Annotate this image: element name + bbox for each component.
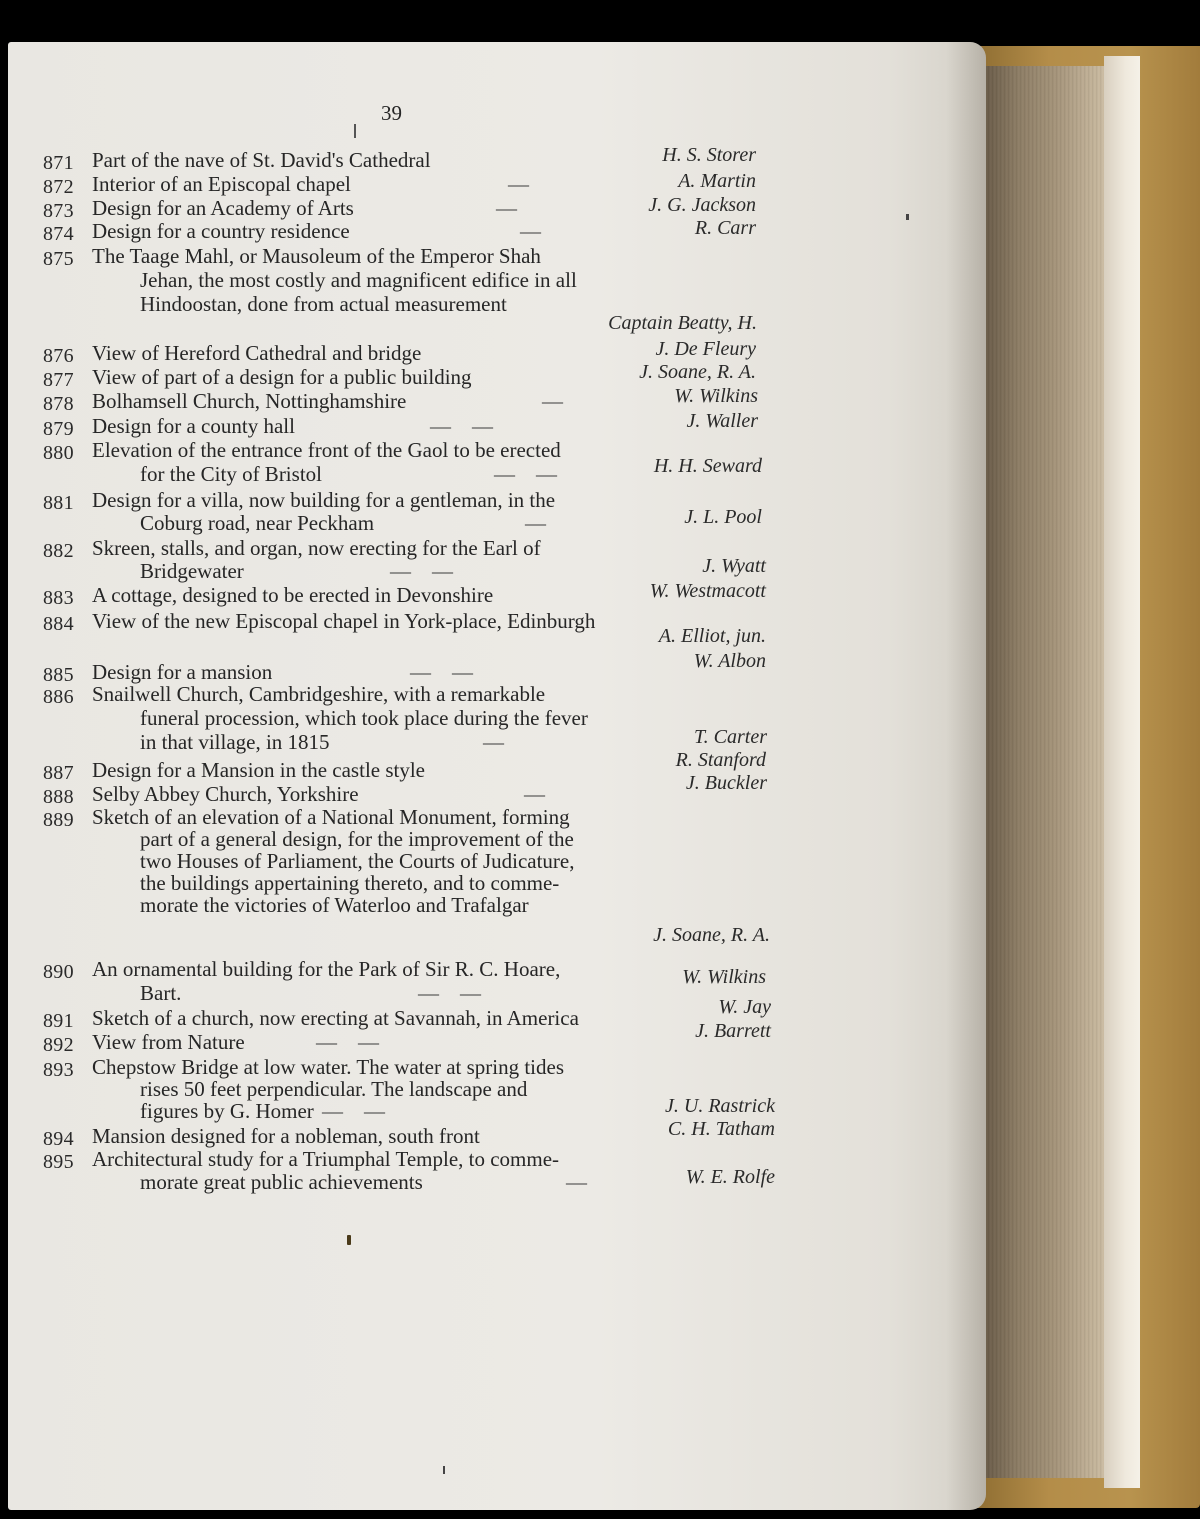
entry-number: 871 [43, 152, 74, 174]
entry-title-line: Bart. [140, 981, 182, 1005]
entry-number: 878 [43, 393, 74, 415]
entry-ditto-dash: — [496, 196, 517, 220]
entry-number: 873 [43, 200, 74, 222]
entry-artist: C. H. Tatham [667, 1118, 775, 1140]
entry-title-line: Coburg road, near Peckham [140, 511, 375, 535]
entry-title-line: View of Hereford Cathedral and bridge [92, 341, 422, 365]
entry-title-line: Sketch of a church, now erecting at Savannah, in America [92, 1006, 579, 1030]
entry-title-line: Design for an Academy of Arts [92, 196, 354, 220]
entry-artist: W. Albon [693, 650, 766, 672]
entry-number: 872 [43, 176, 74, 198]
entry-artist: W. Wilkins [682, 966, 766, 988]
entry-ditto-dash: — — [494, 462, 557, 486]
entry-ditto-dash: — — [410, 660, 473, 684]
entry-title-line: View of part of a design for a public building [92, 365, 472, 389]
entry-title-line: Design for a mansion [92, 660, 273, 684]
entry-title-line: Jehan, the most costly and magnificent edifice in all [140, 268, 577, 292]
entry-title-line: Elevation of the entrance front of the Gaol to be erected [92, 438, 561, 462]
entry-title-line: the buildings appertaining thereto, and to comme- [140, 871, 560, 895]
entry-ditto-dash: — [483, 730, 504, 754]
entry-number: 875 [43, 248, 74, 270]
ink-speck [906, 214, 909, 220]
entry-title-line: Selby Abbey Church, Yorkshire [92, 782, 359, 806]
entry-number: 893 [43, 1059, 74, 1081]
entry-artist: T. Carter [694, 726, 767, 748]
entry-title-line: Skreen, stalls, and organ, now erecting for the Earl of [92, 536, 541, 560]
entry-artist: J. Buckler [685, 772, 767, 794]
entry-title-line: funeral procession, which took place during the fever [140, 706, 588, 730]
entry-artist: J. Barrett [695, 1020, 771, 1042]
entry-number: 877 [43, 369, 74, 391]
entry-number: 884 [43, 613, 74, 635]
entry-number: 880 [43, 442, 74, 464]
entry-artist: J. Waller [686, 410, 758, 432]
entry-title-line: Mansion designed for a nobleman, south front [92, 1124, 480, 1148]
entry-artist: W. Wilkins [674, 385, 758, 407]
entry-title-line: in that village, in 1815 [140, 730, 330, 754]
entry-title-line: Bolhamsell Church, Nottinghamshire [92, 389, 407, 413]
entry-title-line: Bridgewater [140, 559, 244, 583]
entry-title-line: Sketch of an elevation of a National Monument, forming [92, 805, 570, 829]
entry-title-line: Architectural study for a Triumphal Temple, to comme- [92, 1147, 560, 1171]
entry-artist: J. De Fleury [655, 338, 756, 360]
entry-title-line: Design for a villa, now building for a gentleman, in the [92, 488, 556, 512]
entry-artist: J. L. Pool [684, 506, 762, 528]
entry-artist: A. Elliot, jun. [658, 625, 766, 647]
entry-number: 876 [43, 345, 74, 367]
entry-artist: W. E. Rolfe [685, 1166, 775, 1188]
ink-speck [354, 124, 356, 138]
entry-artist: R. Carr [694, 217, 756, 239]
entry-ditto-dash: — — [322, 1099, 385, 1123]
ink-speck [443, 1466, 445, 1474]
entry-ditto-dash: — [566, 1170, 587, 1194]
page-block-edges-light [1104, 56, 1140, 1488]
entry-artist: J. Soane, R. A. [639, 361, 756, 383]
entry-artist: J. Wyatt [702, 555, 766, 577]
entry-number: 895 [43, 1151, 74, 1173]
entry-artist: H. S. Storer [662, 144, 756, 166]
entry-number: 886 [43, 686, 74, 708]
entry-ditto-dash: — [542, 389, 563, 413]
entry-number: 894 [43, 1128, 74, 1150]
entry-title-line: Chepstow Bridge at low water. The water at spring tides [92, 1055, 565, 1079]
entry-artist: J. U. Rastrick [665, 1095, 775, 1117]
entry-title-line: Design for a country residence [92, 219, 350, 243]
entry-title-line: The Taage Mahl, or Mausoleum of the Emperor Shah [92, 244, 541, 268]
entry-title-line: morate great public achievements [140, 1170, 423, 1194]
entry-artist: J. Soane, R. A. [653, 924, 770, 946]
page-number: 39 [381, 101, 402, 125]
entry-ditto-dash: — — [430, 414, 493, 438]
page-block-edges [972, 66, 1124, 1478]
entry-title-line: Design for a county hall [92, 414, 295, 438]
entry-title-line: A cottage, designed to be erected in Devonshire [92, 583, 494, 607]
entry-number: 879 [43, 418, 74, 440]
entry-number: 888 [43, 786, 74, 808]
entry-ditto-dash: — — [418, 981, 481, 1005]
entry-title-line: Snailwell Church, Cambridgeshire, with a remarkable [92, 682, 546, 706]
entry-number: 887 [43, 762, 74, 784]
entry-title-line: rises 50 feet perpendicular. The landscape and [140, 1077, 528, 1101]
entry-ditto-dash: — — [316, 1030, 379, 1054]
entry-title-line: View from Nature [92, 1030, 245, 1054]
entry-artist: W. Jay [718, 996, 771, 1018]
page-curve-shadow [946, 42, 986, 1510]
entry-title-line: View of the new Episcopal chapel in York-place, Edinburgh [92, 609, 596, 633]
entry-artist: H. H. Seward [653, 455, 762, 477]
entry-ditto-dash: — [524, 782, 545, 806]
entry-title-line: two Houses of Parliament, the Courts of Judicature, [140, 849, 575, 873]
entry-title-line: Part of the nave of St. David's Cathedral [92, 148, 431, 172]
entry-number: 890 [43, 961, 74, 983]
entry-number: 891 [43, 1010, 74, 1032]
entry-title-line: An ornamental building for the Park of Sir R. C. Hoare, [92, 957, 561, 981]
entry-ditto-dash: — [508, 172, 529, 196]
ink-speck [347, 1235, 351, 1245]
entry-ditto-dash: — [520, 219, 541, 243]
entry-number: 882 [43, 540, 74, 562]
entry-title-line: for the City of Bristol [140, 462, 322, 486]
entry-artist: R. Stanford [675, 749, 766, 771]
entry-artist: A. Martin [678, 170, 756, 192]
entry-number: 874 [43, 223, 74, 245]
entry-artist: W. Westmacott [649, 580, 766, 602]
entry-ditto-dash: — [525, 511, 546, 535]
entry-title-line: Design for a Mansion in the castle style [92, 758, 426, 782]
entry-ditto-dash: — — [390, 559, 453, 583]
entry-title-line: morate the victories of Waterloo and Trafalgar [140, 893, 529, 917]
entry-title-line: part of a general design, for the improvement of the [140, 827, 574, 851]
entry-title-line: figures by G. Homer [140, 1099, 314, 1123]
entry-artist: Captain Beatty, H. [608, 312, 757, 334]
entry-number: 889 [43, 809, 74, 831]
entry-title-line: Interior of an Episcopal chapel [92, 172, 351, 196]
entry-number: 885 [43, 664, 74, 686]
entry-number: 892 [43, 1034, 74, 1056]
entry-title-line: Hindoostan, done from actual measurement [140, 292, 507, 316]
entry-artist: J. G. Jackson [648, 194, 756, 216]
entry-number: 883 [43, 587, 74, 609]
entry-number: 881 [43, 492, 74, 514]
